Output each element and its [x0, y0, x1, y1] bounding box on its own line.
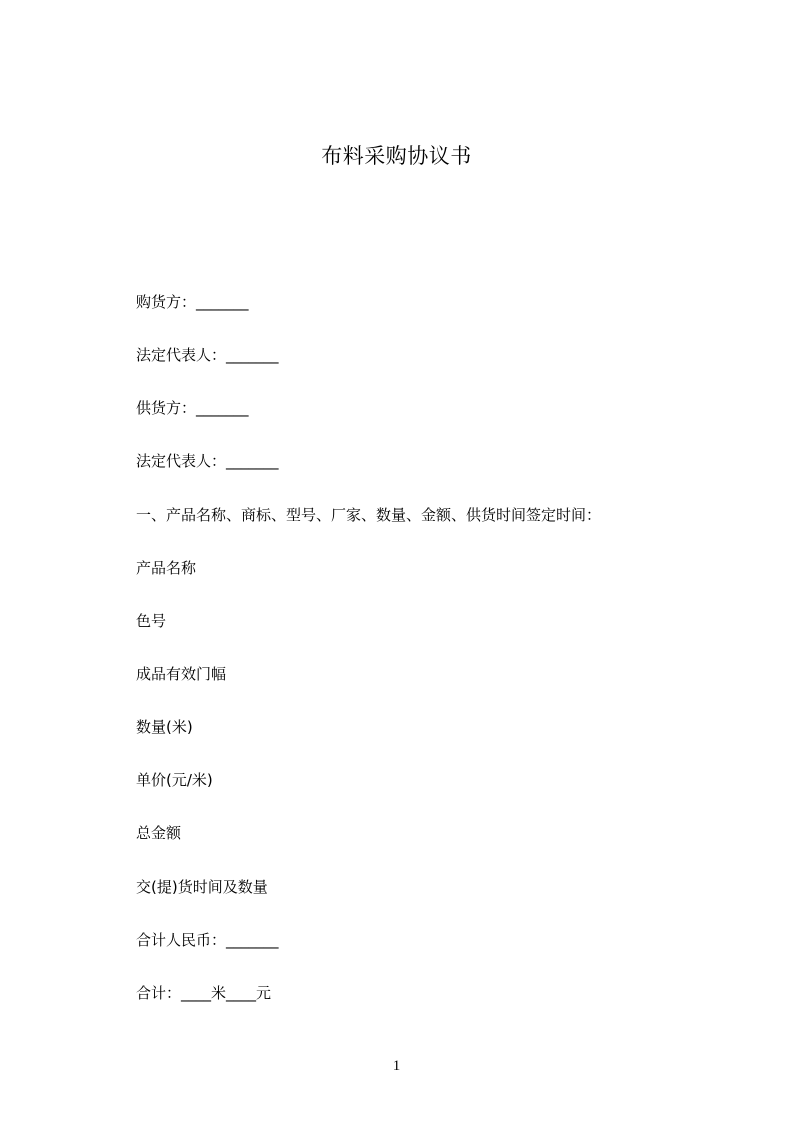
total-rmb-line: 合计人民币：_______	[136, 931, 279, 949]
document-title: 布料采购协议书	[321, 144, 472, 168]
color-number-line: 色号	[136, 612, 167, 630]
total-summary-line: 合计：____米____元	[136, 984, 272, 1002]
effective-width-line: 成品有效门幅	[136, 665, 227, 683]
buyer-legal-representative-line: 法定代表人：_______	[136, 346, 279, 364]
total-amount-line: 总金额	[136, 824, 182, 842]
product-name-line: 产品名称	[136, 559, 197, 577]
quantity-line: 数量(米)	[136, 718, 193, 736]
buyer-line: 购货方：_______	[136, 293, 249, 311]
delivery-time-line: 交(提)货时间及数量	[136, 878, 268, 896]
supplier-legal-representative-line: 法定代表人：_______	[136, 452, 279, 470]
page-number: 1	[392, 1058, 401, 1074]
section-one-heading: 一、产品名称、商标、型号、厂家、数量、金额、供货时间签定时间：	[136, 506, 602, 524]
supplier-line: 供货方：_______	[136, 399, 249, 417]
unit-price-line: 单价(元/米)	[136, 771, 213, 789]
